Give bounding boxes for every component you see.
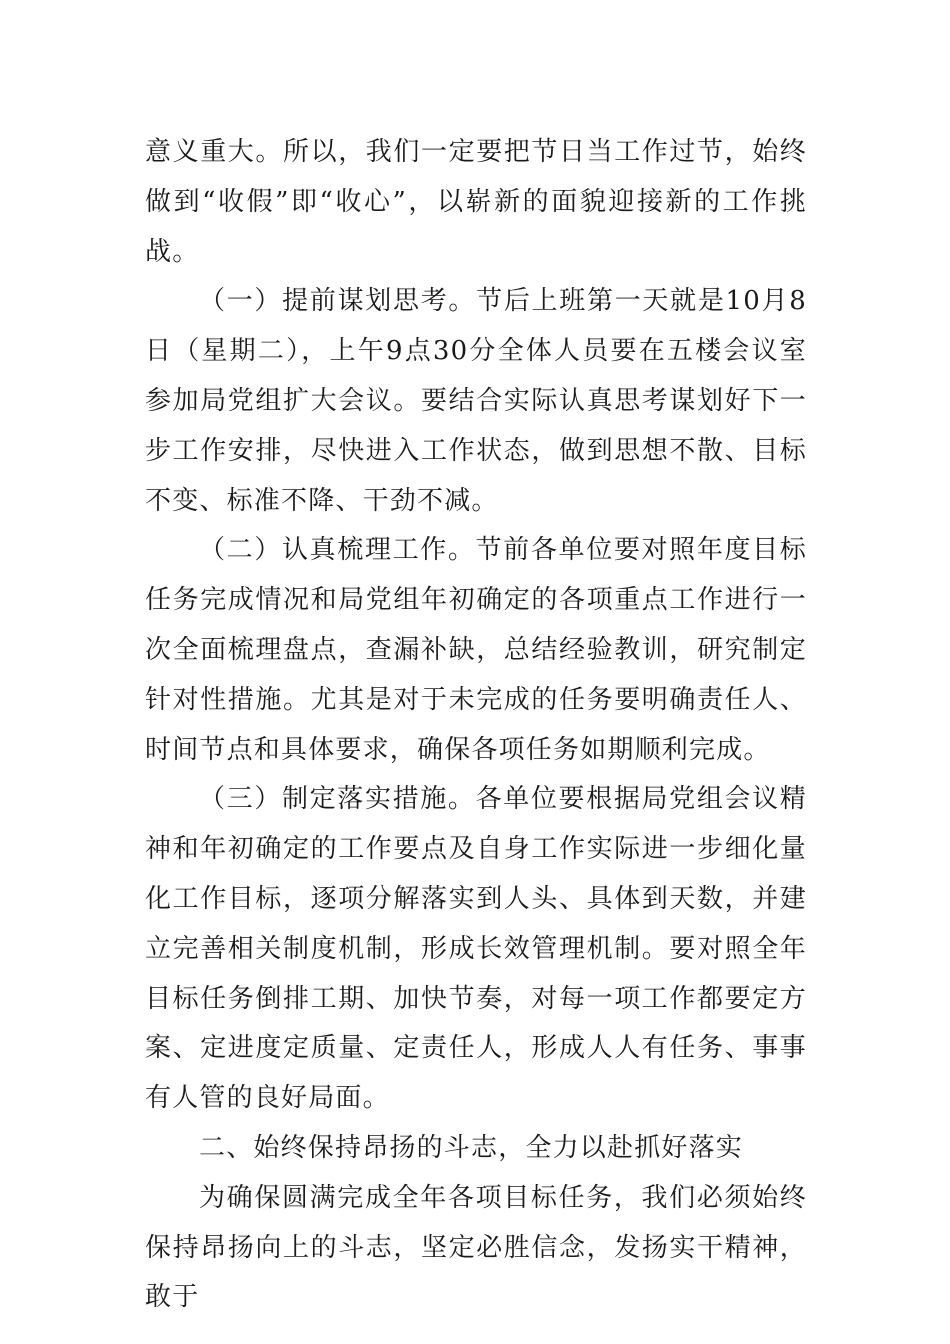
paragraph-2: （一）提前谋划思考。节后上班第一天就是10月8日（星期二），上午9点30分全体人员要在五楼会议室参加局党组扩大会议。要结合实际认真思考谋划好下一步工作安排，尽快进入工作状态，做到思想不散、目标不变、标准不降、干劲不减。 (145, 286, 807, 516)
document-body (145, 128, 807, 1323)
paragraph-3: （二）认真梳理工作。节前各单位要对照年度目标任务完成情况和局党组年初确定的各项重点工作进行一次全面梳理盘点，查漏补缺，总结经验教训，研究制定针对性措施。尤其是对于未完成的任务要明确责任人、时间节点和具体要求，确保各项任务如期顺利完成。 (145, 535, 807, 765)
paragraph-4: （三）制定落实措施。各单位要根据局党组会议精神和年初确定的工作要点及自身工作实际进一步细化量化工作目标，逐项分解落实到人头、具体到天数，并建立完善相关制度机制，形成长效管理机制。要对照全年目标任务倒排工期、加快节奏，对每一项工作都要定方案、定进度定质量、定责任人，形成人人有任务、事事有人管的良好局面。 (145, 784, 807, 1114)
paragraph-5: 为确保圆满完成全年各项目标任务，我们必须始终保持昂扬向上的斗志，坚定必胜信念，发扬实干精神，敢于 (145, 1182, 807, 1313)
section-heading: 二、始终保持昂扬的斗志，全力以赴抓好落实 (199, 1132, 744, 1163)
paragraph-1: 意义重大。所以，我们一定要把节日当工作过节，始终做到“收假”即“收心”，以崭新的面貌迎接新的工作挑战。 (145, 137, 807, 267)
